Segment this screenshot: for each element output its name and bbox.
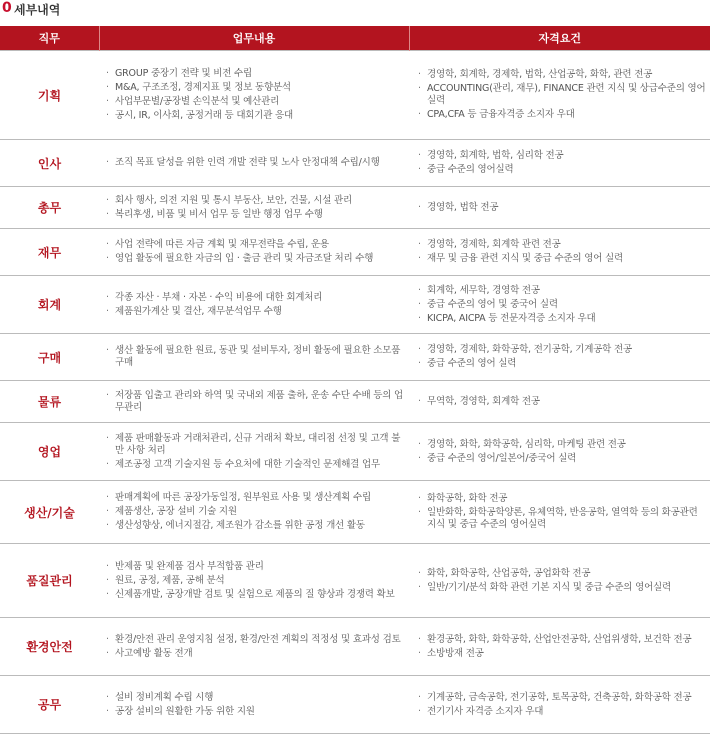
qualification-item: · 경영학, 회계학, 경제학, 법학, 산업공학, 화학, 관련 전공 (417, 69, 708, 81)
qualifications-cell-list (417, 285, 708, 325)
qualification-item: · 경영학, 화학, 화학공학, 심리학, 마케팅 관련 전공 (417, 439, 708, 451)
qualifications-cell (409, 51, 710, 140)
job-details-table (0, 26, 710, 734)
role-cell: 기획 (0, 51, 99, 140)
table-row (0, 229, 710, 276)
duties-cell-list (105, 292, 407, 318)
role-cell: 환경안전 (0, 618, 99, 676)
qualifications-cell-list (417, 344, 708, 370)
qualifications-cell (409, 544, 710, 618)
qualifications-cell (409, 676, 710, 734)
table-row (0, 544, 710, 618)
duty-item: · 각종 자산 · 부채 · 자본 · 수익 비용에 대한 회계처리 (105, 292, 407, 304)
duty-item: · 사업부문별/공장별 손익분석 및 예산관리 (105, 96, 407, 108)
qualifications-cell (409, 334, 710, 381)
duties-cell (99, 618, 409, 676)
qualification-item: · 경영학, 경제학, 화학공학, 전기공학, 기계공학 전공 (417, 344, 708, 356)
qualification-item: · CPA,CFA 등 금융자격증 소지자 우대 (417, 109, 708, 121)
duty-item: · 조직 목표 달성을 위한 인력 개발 전략 및 노사 안정대책 수립/시행 (105, 157, 407, 169)
qualification-item: · 화학, 화학공학, 산업공학, 공업화학 전공 (417, 568, 708, 580)
duty-item: · GROUP 중장기 전략 및 비전 수립 (105, 68, 407, 80)
qualifications-cell-list (417, 634, 708, 660)
qualification-item: · 소방방재 전공 (417, 648, 708, 660)
qualifications-cell-list (417, 239, 708, 265)
qualification-item: · 기계공학, 금속공학, 전기공학, 토목공학, 건축공학, 화학공학 전공 (417, 692, 708, 704)
duties-cell (99, 51, 409, 140)
duties-cell (99, 544, 409, 618)
qualifications-cell (409, 481, 710, 544)
role-cell: 총무 (0, 187, 99, 229)
table-row (0, 334, 710, 381)
role-cell: 영업 (0, 423, 99, 481)
table-header-row (0, 26, 710, 51)
qualification-item: · KICPA, AICPA 등 전문자격증 소지자 우대 (417, 313, 708, 325)
role-cell: 구매 (0, 334, 99, 381)
duty-item: · 저장품 입출고 관리와 하역 및 국내외 제품 출하, 운송 수단 수배 등의 업무관리 (105, 390, 407, 414)
duty-item: · 생산 활동에 필요한 원료, 동관 및 설비투자, 정비 활동에 필요한 소모품 구매 (105, 345, 407, 369)
duty-item: · M&A, 구조조정, 경제지표 및 정보 동향분석 (105, 82, 407, 94)
duties-cell-list (105, 195, 407, 221)
section-title (0, 0, 710, 26)
duty-item: · 설비 정비계획 수립 시행 (105, 692, 407, 704)
qualifications-cell-list (417, 493, 708, 531)
section-number: 0 (2, 0, 12, 16)
duty-item: · 공장 설비의 원활한 가동 위한 지원 (105, 706, 407, 718)
duty-item: · 제품 판매활동과 거래처관리, 신규 거래처 확보, 대리점 선정 및 고객 불만 사항 처리 (105, 433, 407, 457)
qualification-item: · 중급 수준의 영어 및 중국어 실력 (417, 299, 708, 311)
duties-cell-list (105, 561, 407, 601)
qualification-item: · 무역학, 경영학, 회계학 전공 (417, 396, 708, 408)
table-row (0, 481, 710, 544)
qualifications-cell-list (417, 69, 708, 121)
qualifications-cell (409, 618, 710, 676)
duties-cell-list (105, 345, 407, 369)
qualification-item: · 경영학, 경제학, 회계학 관련 전공 (417, 239, 708, 251)
duty-item: · 생산성향상, 에너지절감, 제조원가 감소를 위한 공정 개선 활동 (105, 520, 407, 532)
qualifications-cell (409, 381, 710, 423)
qualification-item: · 전기기사 자격증 소지자 우대 (417, 706, 708, 718)
table-row (0, 676, 710, 734)
qualification-item: · 환경공학, 화학, 화학공학, 산업안전공학, 산업위생학, 보건학 전공 (417, 634, 708, 646)
duties-cell-list (105, 239, 407, 265)
qualifications-cell-list (417, 568, 708, 594)
table-row (0, 51, 710, 140)
duty-item: · 공시, IR, 이사회, 공정거래 등 대회기관 응대 (105, 110, 407, 122)
duty-item: · 사업 전략에 따른 자금 계획 및 재무전략을 수립, 운용 (105, 239, 407, 251)
header-role: 직무 (0, 26, 99, 51)
duty-item: · 원료, 공정, 제품, 공해 분석 (105, 575, 407, 587)
section-heading: 세부내역 (14, 3, 61, 17)
table-row (0, 381, 710, 423)
duties-cell-list (105, 157, 407, 169)
table-row (0, 276, 710, 334)
role-cell: 품질관리 (0, 544, 99, 618)
qualification-item: · 일반화학, 화학공학양론, 유체역학, 반응공학, 열역학 등의 화공관련 지식 및 중급 수준의 영어실력 (417, 507, 708, 531)
qualifications-cell (409, 140, 710, 187)
duty-item: · 판매계획에 따른 공장가동일정, 원부원료 사용 및 생산계획 수립 (105, 492, 407, 504)
qualifications-cell-list (417, 150, 708, 176)
qualifications-cell (409, 423, 710, 481)
duties-cell (99, 423, 409, 481)
role-cell: 회계 (0, 276, 99, 334)
qualifications-cell (409, 187, 710, 229)
qualifications-cell-list (417, 202, 708, 214)
table-row (0, 140, 710, 187)
qualification-item: · 중급 수준의 영어실력 (417, 164, 708, 176)
table-row (0, 618, 710, 676)
role-cell: 공무 (0, 676, 99, 734)
qualification-item: · 일반/기기/분석 화학 관련 기본 지식 및 중급 수준의 영어실력 (417, 582, 708, 594)
qualifications-cell (409, 276, 710, 334)
duty-item: · 영업 활동에 필요한 자금의 입 · 출금 관리 및 자금조달 처리 수행 (105, 253, 407, 265)
role-cell: 물류 (0, 381, 99, 423)
qualifications-cell-list (417, 439, 708, 465)
qualification-item: · 재무 및 금융 관련 지식 및 중급 수준의 영어 실력 (417, 253, 708, 265)
duty-item: · 복리후생, 비품 및 비서 업무 등 일반 행정 업무 수행 (105, 209, 407, 221)
duty-item: · 사고예방 활동 전개 (105, 648, 407, 660)
duty-item: · 제품원가계산 및 결산, 재무분석업무 수행 (105, 306, 407, 318)
duty-item: · 신제품개발, 공장개발 검토 및 실험으로 제품의 질 향상과 경쟁력 확보 (105, 589, 407, 601)
qualification-item: · 화학공학, 화학 전공 (417, 493, 708, 505)
role-cell: 재무 (0, 229, 99, 276)
qualification-item: · 회계학, 세무학, 경영학 전공 (417, 285, 708, 297)
table-row (0, 187, 710, 229)
duties-cell (99, 481, 409, 544)
table-body (0, 51, 710, 734)
duties-cell-list (105, 433, 407, 471)
duty-item: · 환경/안전 관리 운영지침 설정, 환경/안전 계획의 적정성 및 효과성 검토 (105, 634, 407, 646)
duties-cell (99, 381, 409, 423)
duties-cell (99, 140, 409, 187)
qualification-item: · 경영학, 법학 전공 (417, 202, 708, 214)
duties-cell (99, 276, 409, 334)
role-cell: 인사 (0, 140, 99, 187)
duties-cell (99, 229, 409, 276)
duty-item: · 제품생산, 공장 설비 기술 지원 (105, 506, 407, 518)
table-row (0, 423, 710, 481)
duty-item: · 회사 행사, 의전 지원 및 통시 부동산, 보안, 건물, 시설 관리 (105, 195, 407, 207)
qualification-item: · 경영학, 회계학, 법학, 심리학 전공 (417, 150, 708, 162)
duty-item: · 제조공정 고객 기술지원 등 수요처에 대한 기술적인 문제해결 업무 (105, 459, 407, 471)
header-qualifications: 자격요건 (409, 26, 710, 51)
duties-cell-list (105, 68, 407, 122)
duties-cell-list (105, 390, 407, 414)
qualifications-cell-list (417, 396, 708, 408)
duties-cell (99, 187, 409, 229)
qualifications-cell (409, 229, 710, 276)
duties-cell (99, 676, 409, 734)
qualification-item: · ACCOUNTING(관리, 재무), FINANCE 관련 지식 및 상급수준의 영어실력 (417, 83, 708, 107)
duties-cell (99, 334, 409, 381)
qualification-item: · 중급 수준의 영어/일본어/중국어 실력 (417, 453, 708, 465)
header-duties: 업무내용 (99, 26, 409, 51)
duties-cell-list (105, 492, 407, 532)
role-cell: 생산/기술 (0, 481, 99, 544)
duty-item: · 반제품 및 완제품 검사 부적합품 관리 (105, 561, 407, 573)
duties-cell-list (105, 634, 407, 660)
qualification-item: · 중급 수준의 영어 실력 (417, 358, 708, 370)
